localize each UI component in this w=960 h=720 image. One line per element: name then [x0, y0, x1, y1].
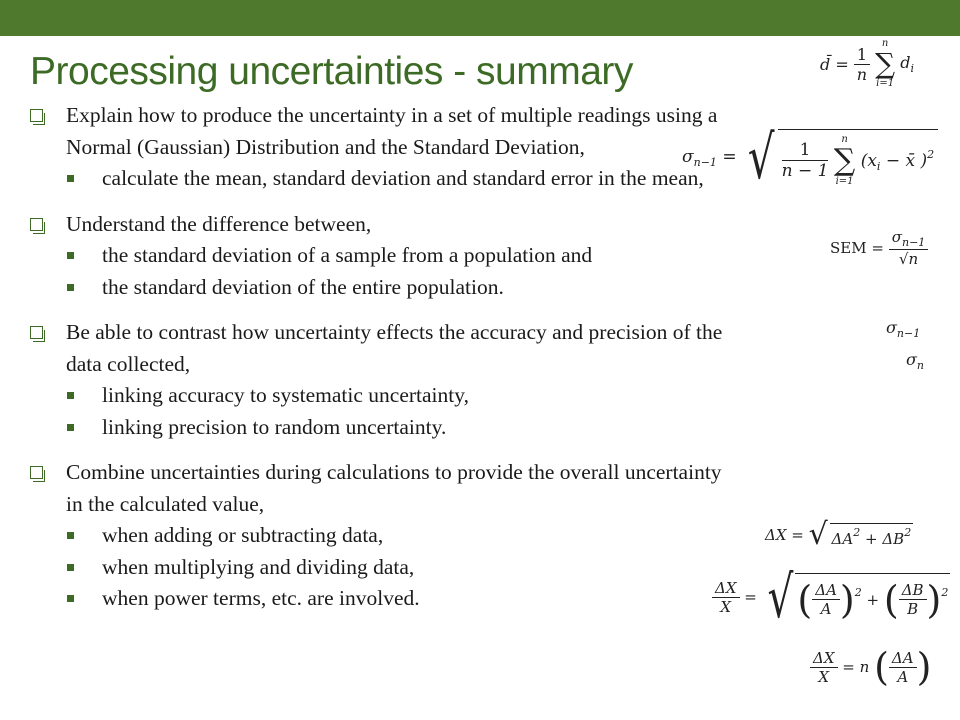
square-bullet-icon [67, 284, 74, 291]
sub-bullet-text: when power terms, etc. are involved. [102, 586, 420, 610]
sub-bullet [30, 583, 730, 615]
bullet-group [30, 209, 730, 304]
square-bullet-icon [67, 595, 74, 602]
sub-bullet [30, 520, 730, 552]
top-accent-bar [0, 0, 960, 36]
sub-bullet-text: when multiplying and dividing data, [102, 554, 415, 579]
formula-add-subtract: ΔX = √ $\Delta A^2 + \Delta B^2$ [765, 517, 912, 552]
sigma-population-label: $\sigma_n$ [906, 350, 925, 372]
slide-title: Processing uncertainties - summary [30, 50, 633, 93]
main-bullet-text: Be able to contrast how uncertainty effects the accuracy and precision of the data collected, [66, 320, 723, 376]
main-bullet-text: Explain how to produce the uncertainty in a set of multiple readings using a Normal (Gaussian) Distribution and the Standard Deviation, [66, 103, 718, 159]
checkbox-bullet-icon [30, 109, 43, 122]
formula-standard-deviation: $\sigma_{n-1}$ = √ $\frac{1}{n - 1}$ n ∑ i=1 ($x_i$ − x̄ )$^2$ [682, 128, 938, 188]
sub-bullet [30, 412, 730, 444]
checkbox-bullet-icon [30, 218, 43, 231]
sub-bullet-text: linking precision to random uncertainty. [102, 414, 447, 439]
sub-bullet [30, 272, 730, 304]
square-bullet-icon [67, 392, 74, 399]
square-bullet-icon [67, 532, 74, 539]
sub-bullet-text: the standard deviation of the entire population. [102, 274, 504, 299]
sub-bullet-text: when adding or subtracting data, [102, 523, 384, 547]
sub-bullet-text: calculate the mean, standard deviation and standard error in the mean, [102, 166, 704, 190]
sub-bullet-text: the standard deviation of a sample from a population and [102, 243, 593, 267]
sub-bullet [30, 240, 730, 272]
main-bullet [30, 317, 730, 380]
formula-power: $\frac{\Delta X}{X}$ = n ( $\frac{\Delta A}{A}$ ) [810, 645, 931, 689]
square-bullet-icon [67, 424, 74, 431]
bullet-list [30, 100, 730, 629]
bullet-group [30, 317, 730, 443]
square-bullet-icon [67, 175, 74, 182]
square-bullet-icon [67, 252, 74, 259]
bullet-group [30, 457, 730, 615]
sub-bullet [30, 163, 730, 195]
checkbox-bullet-icon [30, 466, 43, 479]
main-bullet [30, 209, 730, 241]
main-bullet-text: Combine uncertainties during calculations to provide the overall uncertainty in the calculated value, [66, 460, 722, 516]
checkbox-bullet-icon [30, 326, 43, 339]
square-bullet-icon [67, 564, 74, 571]
formula-mean: d̄ = $\frac{1}{n}$ n ∑ i=1 $d_i$ [820, 38, 914, 89]
sub-bullet [30, 552, 730, 584]
sub-bullet-text: linking accuracy to systematic uncertainty, [102, 383, 469, 407]
main-bullet [30, 100, 730, 163]
main-bullet-text: Understand the difference between, [66, 211, 372, 236]
sem-label: SEM [830, 239, 867, 257]
formula-multiply-divide: $\frac{\Delta X}{X}$ = √ ( $\frac{\Delta A}{A}$ )$^2$ + ( $\frac{\Delta B}{B}$ )$^2$ [712, 568, 950, 626]
sigma-sample-label: $\sigma_{n-1}$ [886, 318, 921, 340]
main-bullet [30, 457, 730, 520]
bullet-group [30, 100, 730, 195]
sub-bullet [30, 380, 730, 412]
formula-sem: SEM = $\frac{\sigma_{n-1}}{√n}$ [830, 228, 928, 268]
